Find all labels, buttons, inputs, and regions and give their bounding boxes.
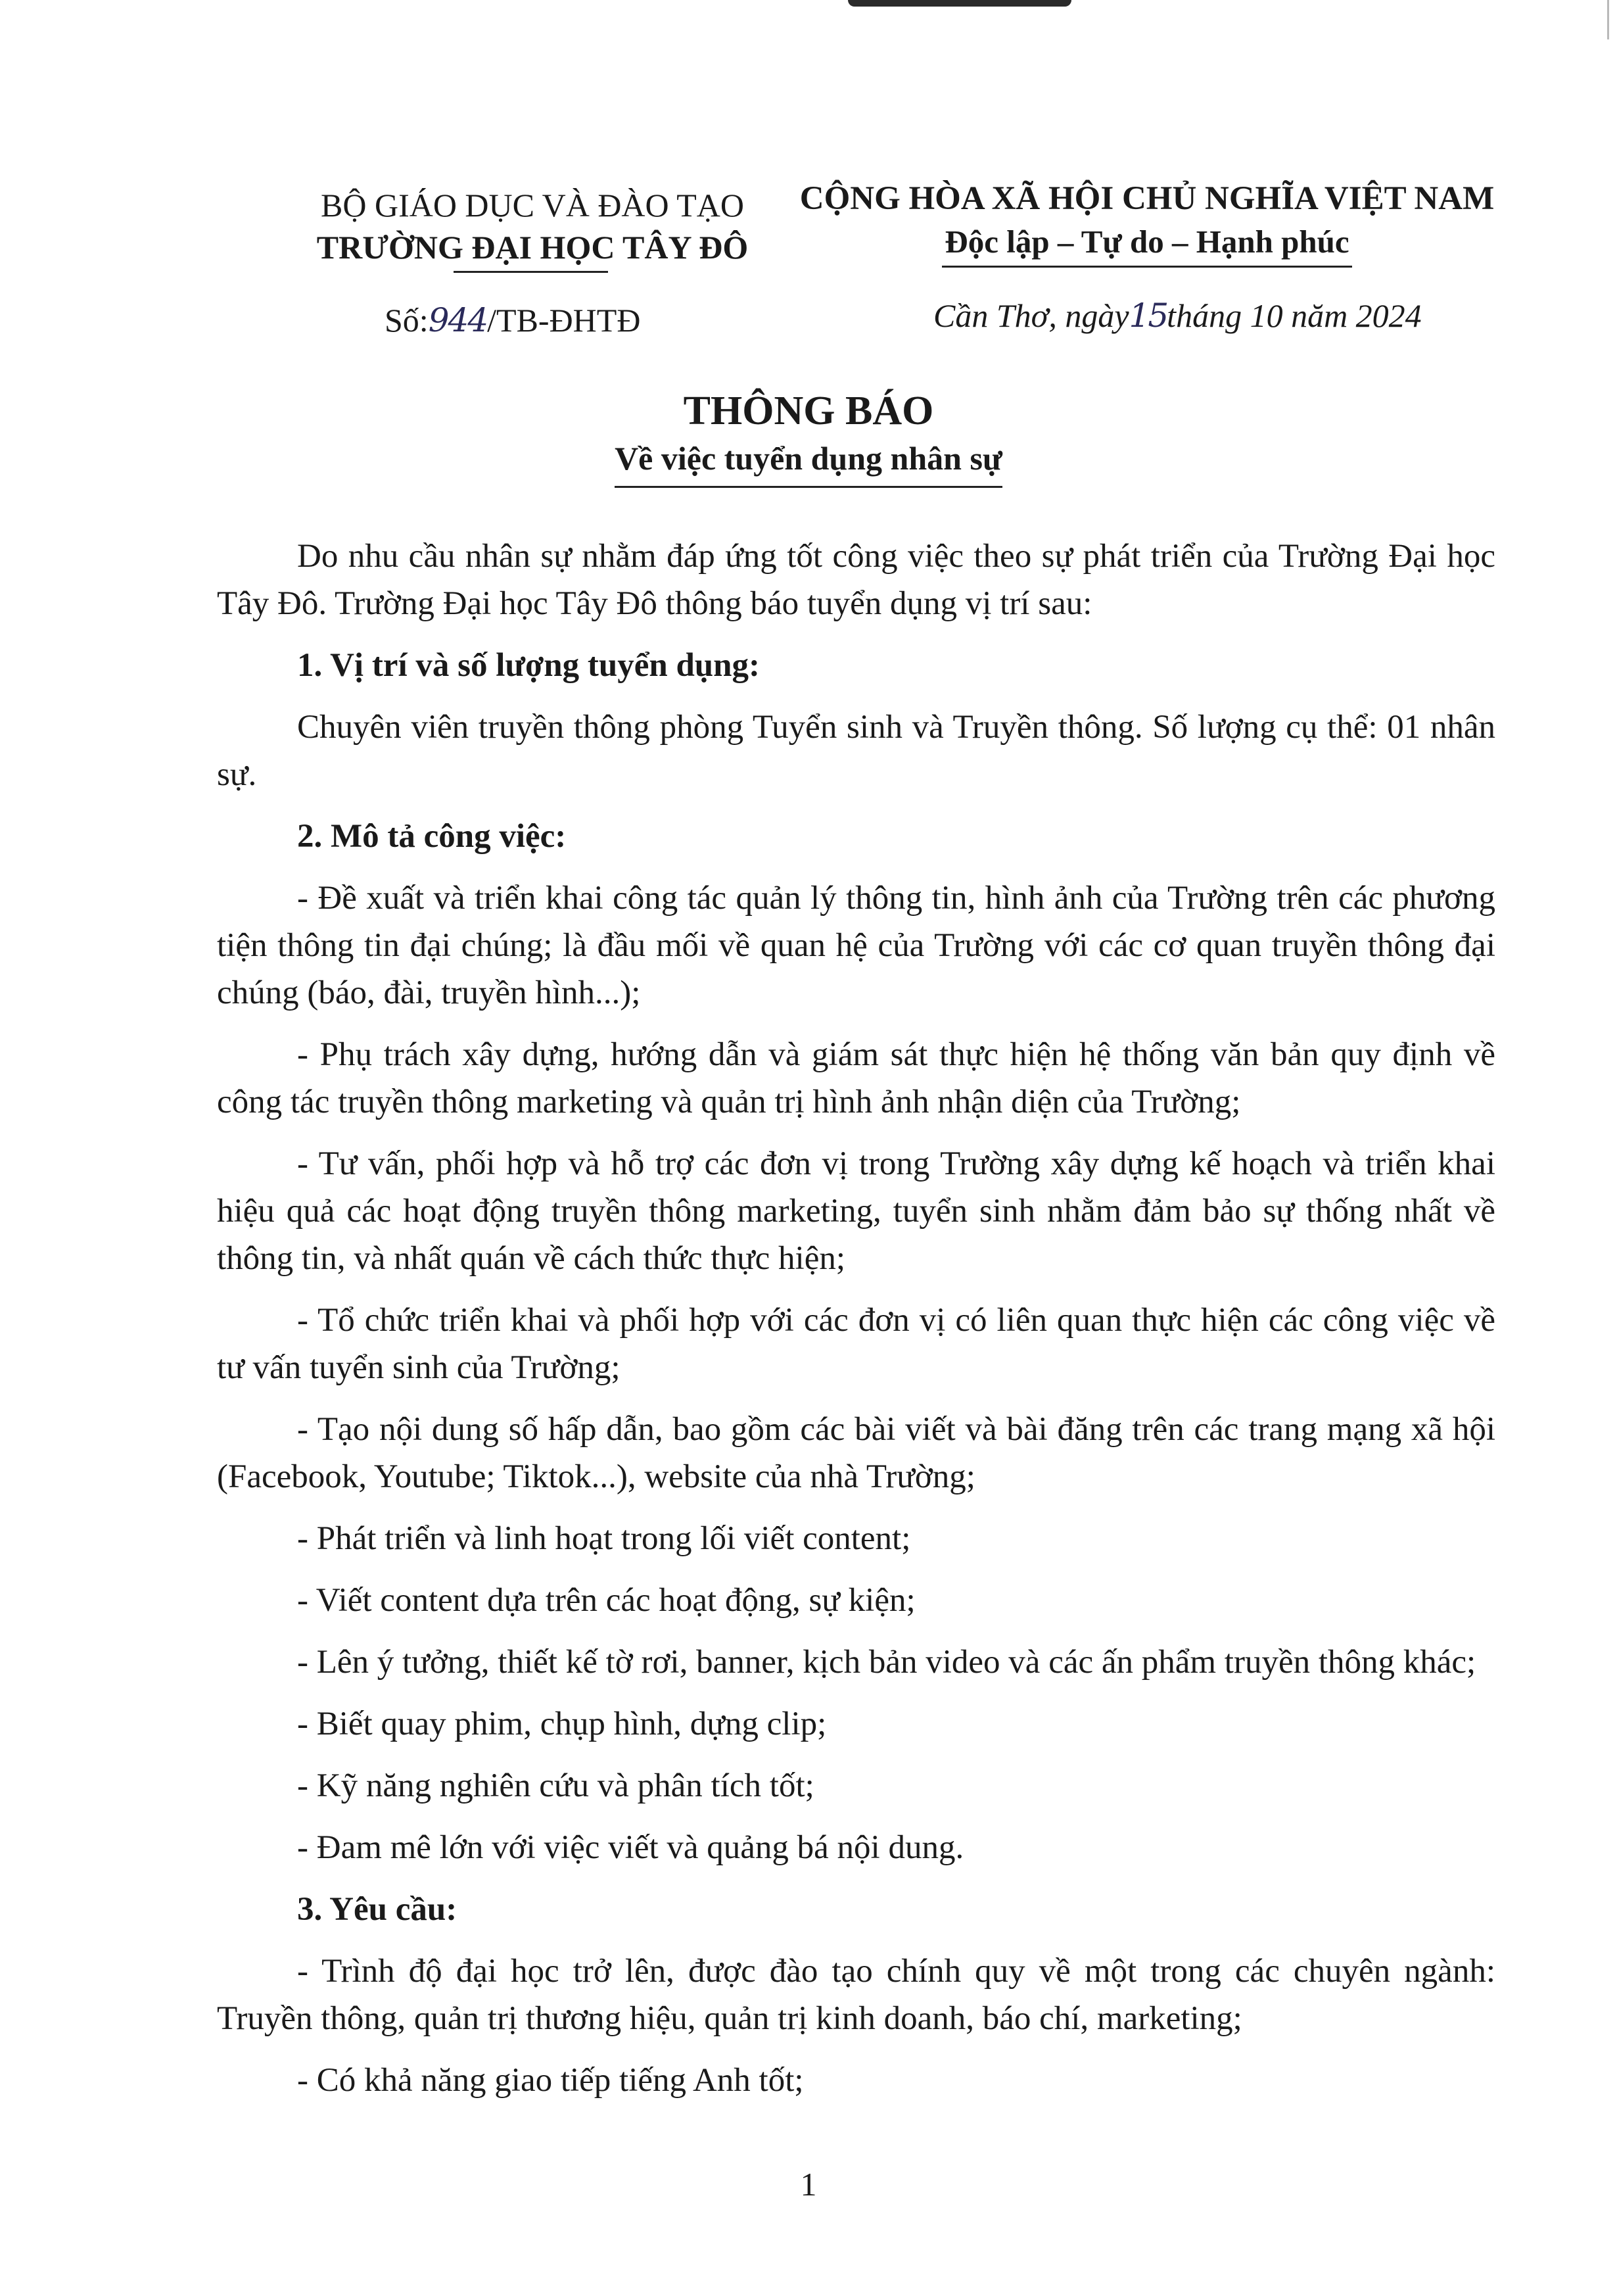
list-item: - Phát triển và linh hoạt trong lối viết content; — [297, 1520, 911, 1557]
intro-paragraph: Do nhu cầu nhân sự nhằm đáp ứng tốt công việc theo sự phát triển của Trường Đại học Tây Đô. Trường Đại học Tây Đô thông báo tuyển dụng vị trí sau: — [217, 538, 1495, 622]
list-item: - Có khả năng giao tiếp tiếng Anh tốt; — [297, 2062, 804, 2099]
document-subtitle: Về việc tuyển dụng nhân sự — [615, 437, 1002, 488]
scan-artifact-top — [848, 0, 1071, 7]
list-item: - Tạo nội dung số hấp dẫn, bao gồm các bài viết và bài đăng trên các trang mạng xã hội (Facebook, Youtube; Tiktok...), website của nhà Trường; — [217, 1411, 1495, 1495]
issuer-block — [302, 184, 762, 268]
handwritten-day: 15 — [1129, 297, 1167, 335]
list-item: - Tổ chức triển khai và phối hợp với các đơn vị có liên quan thực hiện các công việc về tư vấn tuyển sinh của Trường; — [217, 1302, 1495, 1386]
school-name: TRƯỜNG ĐẠI HỌC TÂY ĐÔ — [316, 229, 749, 266]
document-body — [217, 533, 1495, 2118]
list-item: - Biết quay phim, chụp hình, dựng clip; — [297, 1706, 827, 1742]
document-title: THÔNG BÁO — [683, 389, 934, 433]
issuer-underline — [454, 271, 608, 273]
ministry-name: BỘ GIÁO DỤC VÀ ĐÀO TẠO — [321, 187, 744, 224]
list-item: - Kỹ năng nghiên cứu và phân tích tốt; — [297, 1767, 814, 1804]
document-number — [385, 299, 640, 341]
list-item: - Trình độ đại học trở lên, được đào tạo chính quy về một trong các chuyên ngành: Truyền thông, quản trị thương hiệu, quản trị kinh doanh, báo chí, marketing; — [217, 1953, 1495, 2037]
page-number: 1 — [800, 2166, 817, 2203]
section-heading: 2. Mô tả công việc: — [297, 818, 567, 855]
number-suffix: /TB-ĐHTĐ — [487, 302, 641, 339]
date-suffix: tháng 10 năm 2024 — [1167, 297, 1422, 334]
list-item: - Đam mê lớn với việc viết và quảng bá nội dung. — [297, 1829, 964, 1866]
national-header — [782, 176, 1512, 268]
list-item: - Tư vấn, phối hợp và hỗ trợ các đơn vị trong Trường xây dựng kế hoạch và triển khai hiệu quả các hoạt động truyền thông marketing, tuyển sinh nhằm đảm bảo sự thống nhất về thông tin, và nhất quán về cách thức thực hiện; — [217, 1145, 1495, 1277]
list-item: - Viết content dựa trên các hoạt động, sự kiện; — [297, 1582, 916, 1619]
motto: Độc lập – Tự do – Hạnh phúc — [942, 221, 1351, 268]
section-heading: 3. Yêu cầu: — [297, 1891, 457, 1928]
date-prefix: Cần Thơ, ngày — [933, 297, 1129, 334]
title-block — [0, 385, 1617, 488]
list-item: - Đề xuất và triển khai công tác quản lý thông tin, hình ảnh của Trường trên các phương tiện thông tin đại chúng; là đầu mối về quan hệ của Trường với các cơ quan truyền thông đại chúng (báo, đài, truyền hình...); — [217, 880, 1495, 1011]
section-heading: 1. Vị trí và số lượng tuyển dụng: — [297, 647, 761, 684]
scan-artifact-edge — [1607, 0, 1609, 39]
list-item: - Phụ trách xây dựng, hướng dẫn và giám sát thực hiện hệ thống văn bản quy định về công tác truyền thông marketing và quản trị hình ảnh nhận diện của Trường; — [217, 1036, 1495, 1120]
list-item: - Lên ý tưởng, thiết kế tờ rơi, banner, kịch bản video và các ấn phẩm truyền thông khác; — [297, 1644, 1476, 1681]
handwritten-number: 944 — [428, 301, 488, 339]
number-prefix: Số: — [385, 302, 429, 339]
section-paragraph: Chuyên viên truyền thông phòng Tuyển sinh và Truyền thông. Số lượng cụ thể: 01 nhân sự. — [217, 709, 1495, 793]
document-date — [933, 295, 1422, 337]
republic-name: CỘNG HÒA XÃ HỘI CHỦ NGHĨA VIỆT NAM — [799, 180, 1495, 217]
